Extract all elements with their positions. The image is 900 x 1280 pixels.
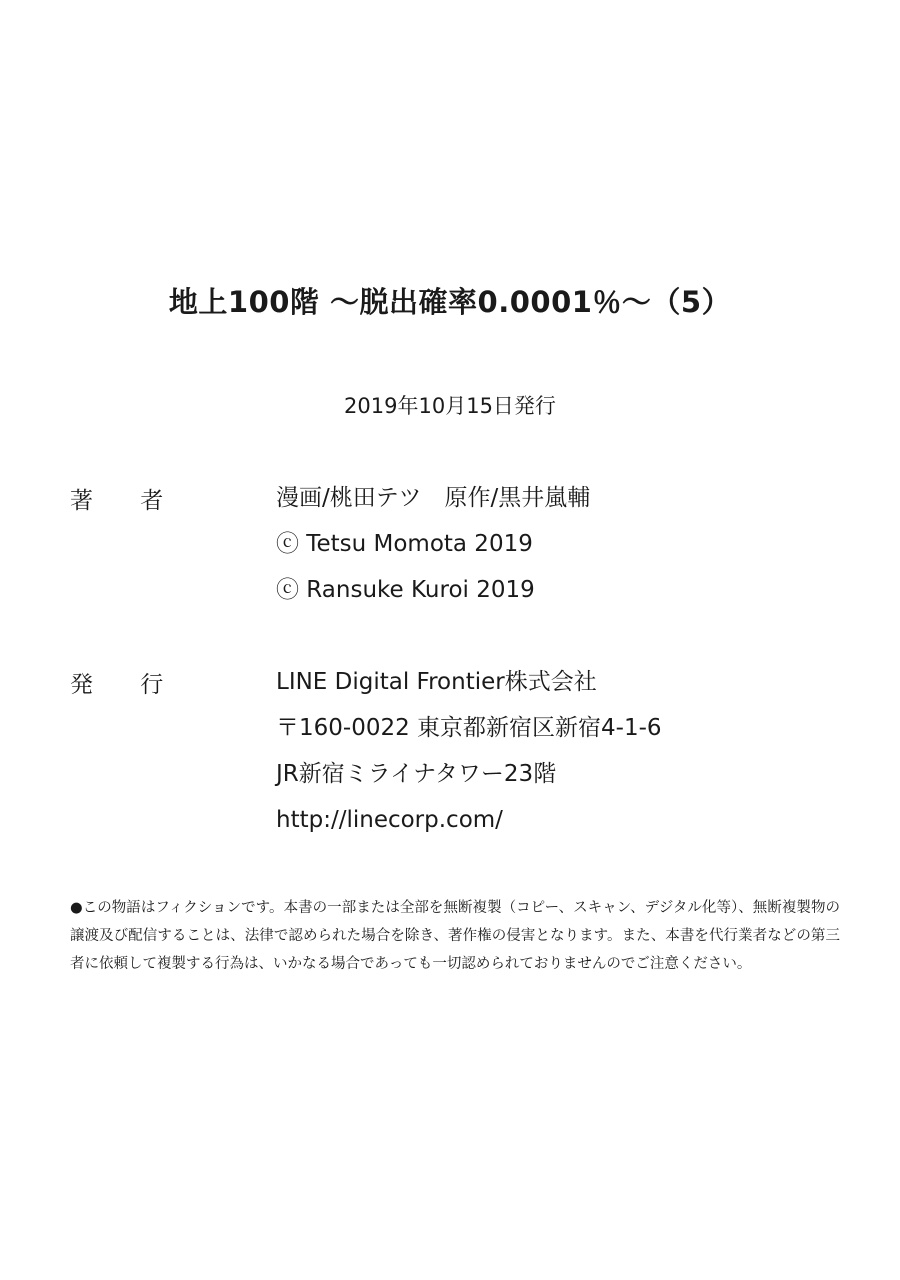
publish-date: 2019年10月15日発行 (344, 394, 556, 418)
book-title: 地上100階 〜脱出確率0.0001％〜（5） (168, 285, 732, 319)
author-details (276, 482, 590, 620)
author-credits: 漫画/桃田テツ 原作/黒井嵐輔 (276, 485, 591, 511)
copyright-notice: ●この物語はフィクションです。本書の一部または全部を無断複製（コピー、スキャン、デジタル化等）、無断複製物の譲渡及び配信することは、法律で認められた場合を除き、著作権の侵害となります。また、本書を代行業者などの第三者に依頼して複製する行為は、いかなる場合であっても一切認められておりませんのでご注意ください。 (70, 900, 840, 972)
publisher-details (276, 666, 662, 850)
author-label: 著 者 (70, 488, 184, 514)
publisher-url: http://linecorp.com/ (276, 807, 503, 833)
copyright-artist: ⓒ Tetsu Momota 2019 (276, 531, 533, 557)
publisher-name: LINE Digital Frontier株式会社 (276, 669, 597, 695)
publisher-label: 発 行 (70, 672, 184, 698)
publisher-address: 〒160-0022 東京都新宿区新宿4-1-6 (276, 715, 662, 741)
copyright-writer: ⓒ Ransuke Kuroi 2019 (276, 577, 535, 603)
publisher-building: JR新宿ミライナタワー23階 (276, 761, 557, 787)
